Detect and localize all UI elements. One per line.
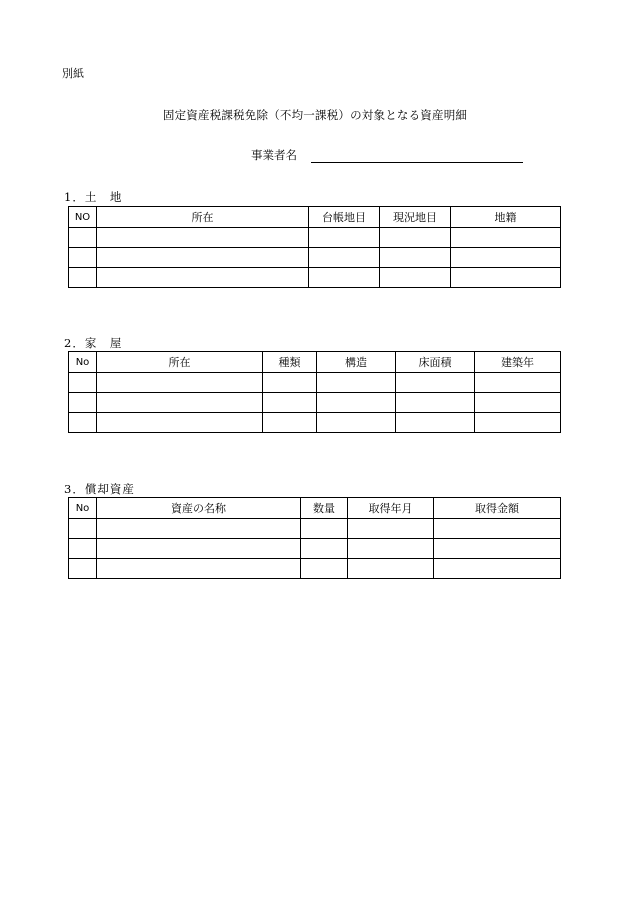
document-title: 固定資産税課税免除（不均一課税）の対象となる資産明細 [162,108,468,122]
table-cell [263,373,317,393]
table-cell [69,539,97,559]
column-header: No [69,352,97,373]
buildings-table [68,351,561,433]
table-cell [97,268,309,288]
table-cell [97,393,263,413]
column-header: No [69,498,97,519]
column-header: 所在 [97,207,309,228]
table-cell [451,248,561,268]
column-header: 床面積 [396,352,475,373]
depreciable-assets-table [68,497,561,579]
table-cell [97,228,309,248]
table-cell [69,413,97,433]
column-header: 取得年月 [348,498,434,519]
column-header: 所在 [97,352,263,373]
column-header: 建築年 [475,352,561,373]
table-cell [97,413,263,433]
table-cell [475,413,561,433]
table-header-row [69,207,561,228]
table-cell [301,539,348,559]
table-cell [380,248,451,268]
table-cell [309,248,380,268]
table-cell [434,519,561,539]
table-cell [434,559,561,579]
table-cell [69,559,97,579]
table-row [69,559,561,579]
table-cell [263,413,317,433]
operator-name-line [311,150,523,163]
table-cell [69,248,97,268]
table-row [69,413,561,433]
column-header: NO [69,207,97,228]
land-section-heading: 1．土 地 [64,190,123,204]
table-cell [348,519,434,539]
buildings-section-heading: 2．家 屋 [64,336,123,350]
table-header-row [69,498,561,519]
operator-name-field [251,147,523,163]
table-cell [475,373,561,393]
table-row [69,373,561,393]
table-cell [396,413,475,433]
table-row [69,393,561,413]
table-cell [451,228,561,248]
table-cell [69,519,97,539]
table-cell [97,519,301,539]
table-cell [97,559,301,579]
column-header: 現況地目 [380,207,451,228]
table-row [69,248,561,268]
table-cell [301,519,348,539]
table-row [69,539,561,559]
table-cell [317,393,396,413]
depreciable-assets-section-heading: 3．償却資産 [64,482,135,496]
table-cell [69,373,97,393]
column-header: 種類 [263,352,317,373]
table-cell [69,228,97,248]
table-row [69,228,561,248]
table-cell [396,393,475,413]
table-cell [97,539,301,559]
table-cell [396,373,475,393]
table-cell [317,413,396,433]
column-header: 取得金額 [434,498,561,519]
table-cell [69,268,97,288]
table-cell [380,268,451,288]
table-cell [434,539,561,559]
column-header: 地籍 [451,207,561,228]
column-header: 台帳地目 [309,207,380,228]
table-cell [317,373,396,393]
operator-name-label: 事業者名 [251,148,297,162]
table-cell [309,228,380,248]
table-cell [475,393,561,413]
table-row [69,268,561,288]
table-cell [451,268,561,288]
land-table [68,206,561,288]
column-header: 構造 [317,352,396,373]
table-cell [309,268,380,288]
table-cell [380,228,451,248]
table-cell [69,393,97,413]
table-row [69,519,561,539]
table-cell [348,539,434,559]
table-cell [348,559,434,579]
table-cell [97,248,309,268]
table-cell [301,559,348,579]
table-cell [263,393,317,413]
attachment-label: 別紙 [62,67,84,80]
column-header: 数量 [301,498,348,519]
column-header: 資産の名称 [97,498,301,519]
table-cell [97,373,263,393]
table-header-row [69,352,561,373]
